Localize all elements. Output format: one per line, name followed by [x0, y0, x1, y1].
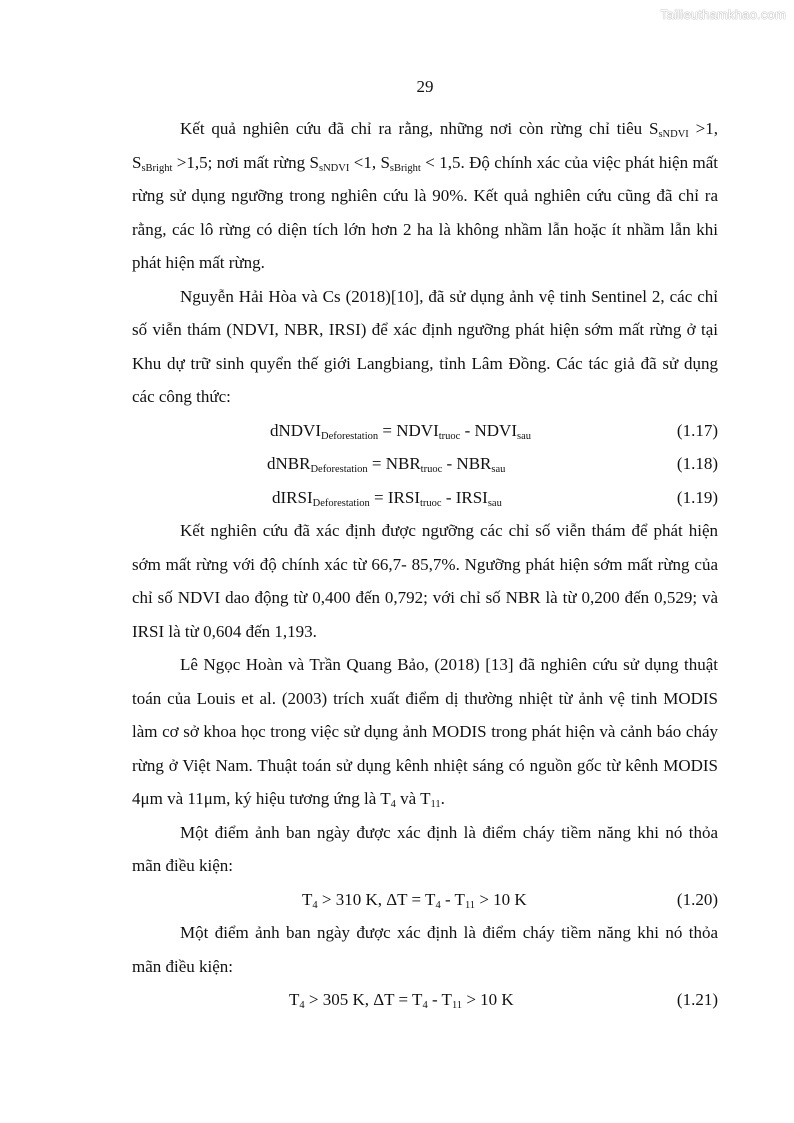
equation-1-21: $T_4 > 305$ K, $\Delta T = T_4 - T_{11} > 10$ K (1.21) [132, 983, 718, 1017]
equation-1-17: dNDVI$_{Deforestation}$ = $NDVI_{truoc}$ - $NDVI_{sau}$ (1.17) [132, 414, 718, 448]
watermark: Tailieuthamkhao.com [660, 7, 786, 22]
paragraph-4: Lê Ngọc Hoàn và Trần Quang Bảo, (2018) [13] đã nghiên cứu sử dụng thuật toán của Louis et al. (2003) trích xuất điểm dị thường nhiệt từ ảnh vệ tinh MODIS làm cơ sở khoa học trong việc sử dụng ảnh MODIS trong phát hiện và cảnh báo cháy rừng ở Việt Nam. Thuật toán sử dụng kênh nhiệt sáng có nguồn gốc từ kênh MODIS 4μm và 11μm, ký hiệu tương ứng là $T_4$ và $T_{11}$. [132, 655, 718, 810]
equation-1-18: dNBR$_{Deforestation}$ = $NBR_{truoc} - NBR_{sau}$ (1.18) [132, 447, 718, 481]
equation-number: (1.17) [676, 420, 718, 440]
equation-1-20: $T_4 > 310$ K, $\Delta T = T_4 - T_{11} > 10$ K (1.20) [132, 883, 718, 917]
paragraph-6: Một điểm ảnh ban ngày được xác định là điểm cháy tiềm năng khi nó thỏa mãn điều kiện: [132, 923, 718, 976]
paragraph-1: Kết quả nghiên cứu đã chỉ ra rằng, những nơi còn rừng chỉ tiêu $S_{sNDVI} >1$, $S_{sBright} >1,5$; nơi mất rừng $S_{sNDVI} <1$, $S_{sBright} < 1,5$. Độ chính xác của việc phát hiện mất rừng sử dụng ngưỡng trong nghiên cứu là 90%. Kết quả nghiên cứu cũng đã chỉ ra rằng, các lô rừng có diện tích lớn hơn 2 ha là không nhầm lẫn hoặc ít nhầm lẫn khi phát hiện mất rừng. [132, 119, 718, 272]
paragraph-5: Một điểm ảnh ban ngày được xác định là điểm cháy tiềm năng khi nó thỏa mãn điều kiện: [132, 822, 718, 875]
page-number: 29 [416, 77, 434, 96]
document-body [132, 112, 718, 1017]
equation-number: (1.19) [676, 487, 718, 507]
equation-number: (1.21) [676, 990, 718, 1009]
paragraph-3: Kết nghiên cứu đã xác định được ngưỡng các chỉ số viễn thám để phát hiện sớm mất rừng với độ chính xác từ 66,7- 85,7%. Ngưỡng phát hiện sớm mất rừng của chỉ số NDVI dao động từ 0,400 đến 0,792; với chỉ số NBR là từ 0,200 đến 0,529; và IRSI là từ 0,604 đến 1,193. [132, 521, 718, 641]
equation-1-19: dIRSI$_{Deforestation}$ = $IRSI_{truoc}$ - $IRSI_{sau}$ (1.19) [132, 481, 718, 515]
paragraph-2: Nguyễn Hải Hòa và Cs (2018)[10], đã sử dụng ảnh vệ tinh Sentinel 2, các chỉ số viễn thám (NDVI, NBR, IRSI) để xác định ngưỡng phát hiện sớm mất rừng ở tại Khu dự trữ sinh quyển thế giới Langbiang, tỉnh Lâm Đồng. Các tác giả đã sử dụng các công thức: [132, 286, 718, 406]
equation-number: (1.20) [676, 889, 718, 909]
equation-number: (1.18) [676, 454, 718, 473]
